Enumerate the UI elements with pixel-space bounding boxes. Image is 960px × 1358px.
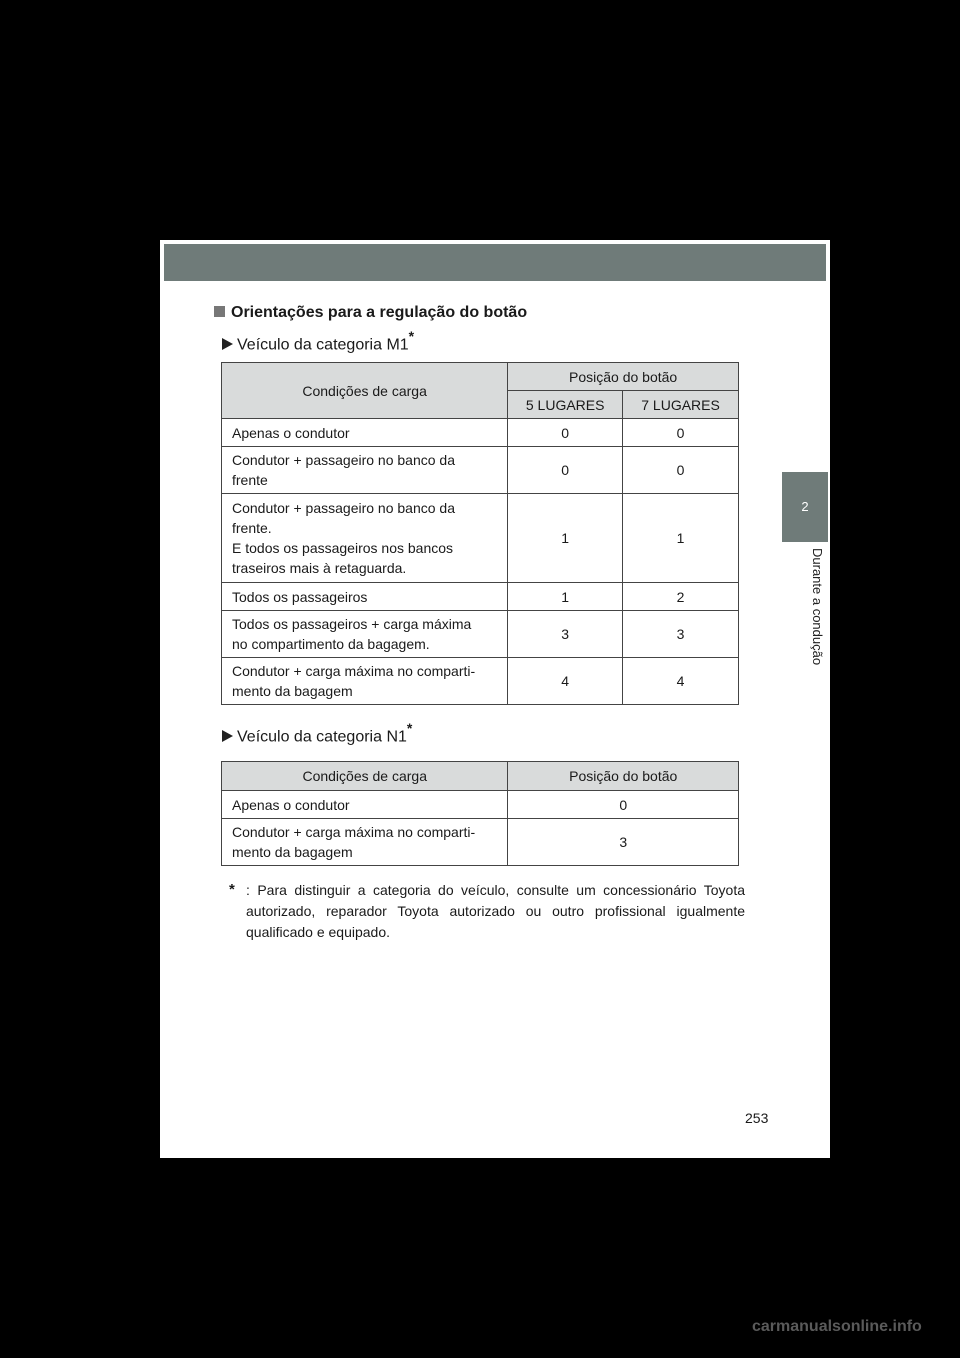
col-header-conditions: Condições de carga (222, 762, 508, 791)
subhead-m1-text: Veículo da categoria M1 (237, 336, 409, 354)
table-row (222, 611, 739, 658)
footnote-asterisk: * (229, 881, 235, 898)
footnote (230, 880, 745, 943)
table-row (222, 819, 739, 866)
chapter-number: 2 (801, 499, 809, 514)
condition-cell: Condutor + passageiro no banco da frente (222, 447, 508, 494)
section-title-text: Orientações para a regulação do botão (231, 304, 528, 321)
table-row (222, 447, 739, 494)
position-5-cell: 4 (508, 658, 623, 705)
table-row (222, 583, 739, 611)
chapter-label: Durante a condução (810, 548, 825, 666)
page-number: 253 (745, 1110, 769, 1126)
table-row (222, 658, 739, 705)
condition-cell: Todos os passageiros (222, 583, 508, 611)
condition-cell: Apenas o condutor (222, 419, 508, 447)
subhead-n1-text: Veículo da categoria N1 (237, 728, 407, 746)
triangle-bullet-icon (222, 730, 233, 742)
position-5-cell: 1 (508, 494, 623, 583)
col-header-position: Posição do botão (508, 363, 739, 391)
position-5-cell: 0 (508, 447, 623, 494)
asterisk-mark: * (406, 720, 413, 736)
table-n1 (221, 761, 739, 866)
subhead-n1 (222, 722, 412, 746)
position-7-cell: 4 (623, 658, 739, 705)
footnote-text: : Para distinguir a categoria do veículo, consulte um concessionário Toyota autorizado, reparador Toyota autorizado ou outro profissional igualmente qualificado e equipado. (246, 882, 745, 940)
table-row (222, 419, 739, 447)
position-7-cell: 0 (623, 447, 739, 494)
chapter-tab (782, 472, 828, 542)
section-title (214, 304, 527, 322)
position-cell: 0 (508, 791, 739, 819)
condition-cell: Apenas o condutor (222, 791, 508, 819)
position-7-cell: 2 (623, 583, 739, 611)
condition-cell: Todos os passageiros + carga máxima no compartimento da bagagem. (222, 611, 508, 658)
table-row (222, 494, 739, 583)
table-row (222, 791, 739, 819)
position-7-cell: 1 (623, 494, 739, 583)
position-5-cell: 3 (508, 611, 623, 658)
condition-cell: Condutor + carga máxima no comparti- mento da bagagem (222, 658, 508, 705)
col-header-position: Posição do botão (508, 762, 739, 791)
col-header-7-seats: 7 LUGARES (623, 391, 739, 419)
position-7-cell: 0 (623, 419, 739, 447)
col-header-5-seats: 5 LUGARES (508, 391, 623, 419)
table-m1 (221, 362, 739, 705)
condition-cell: Condutor + carga máxima no comparti- mento da bagagem (222, 819, 508, 866)
condition-cell: Condutor + passageiro no banco da frente. E todos os passageiros nos bancos traseiros mais à retaguarda. (222, 494, 508, 583)
triangle-bullet-icon (222, 338, 233, 350)
position-cell: 3 (508, 819, 739, 866)
watermark: carmanualsonline.info (752, 1318, 922, 1335)
square-bullet-icon (214, 306, 225, 317)
asterisk-mark: * (408, 328, 415, 344)
position-7-cell: 3 (623, 611, 739, 658)
col-header-conditions: Condições de carga (222, 363, 508, 419)
position-5-cell: 0 (508, 419, 623, 447)
position-5-cell: 1 (508, 583, 623, 611)
header-bar (164, 244, 826, 281)
subhead-m1 (222, 330, 414, 354)
